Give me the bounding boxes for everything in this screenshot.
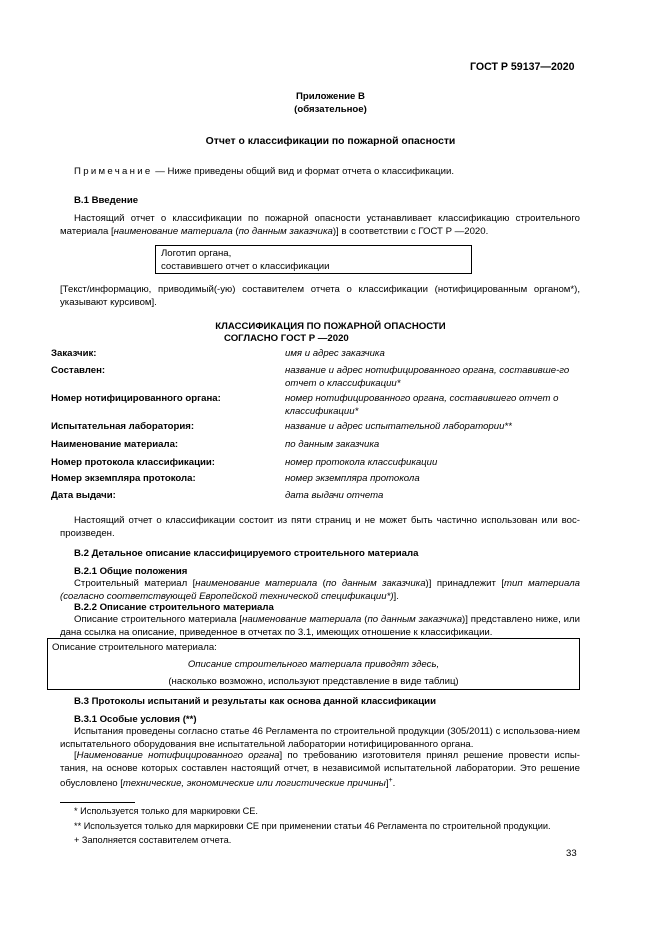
appendix-subtitle: (обязательное) xyxy=(294,104,367,115)
section-b1-note-paragraph: [Текст/информацию, приводимый(-ую) составителем отчета о классификации (нотифицированным органом*), указывают курсивом]. xyxy=(60,284,580,308)
material-description-line: (насколько возможно, используют представление в виде таблиц) xyxy=(168,676,459,687)
logo-box xyxy=(155,245,472,274)
footnote: * Используется только для маркировки CE. xyxy=(74,806,258,816)
classification-note: Настоящий отчет о классификации состоит из пяти страниц и не может быть частично использован или вос-произведен. xyxy=(60,515,580,539)
logo-box-line: Логотип органа, xyxy=(161,248,232,259)
logo-box-line: составившего отчет о классификации xyxy=(161,260,330,272)
classification-title: КЛАССИФИКАЦИЯ ПО ПОЖАРНОЙ ОПАСНОСТИ xyxy=(215,321,446,332)
section-b31-paragraph: [Наименование нотифицированного органа] по требованию изготовителя принял решение провести испы-тания, на основе которых составлен настоящий отчет, в независимой испытательной лаборатории. Это решение обусловлено [технические, экономические или логистические причины]+. xyxy=(60,750,580,790)
note-label: Примечание xyxy=(74,166,153,177)
material-description-line: Описание строительного материала приводят здесь, xyxy=(187,659,440,670)
note xyxy=(74,166,454,179)
classification-subtitle: СОГЛАСНО ГОСТ Р —2020 xyxy=(224,333,349,344)
section-b22-paragraph: Описание строительного материала [наименование материала (по данным заказчика)] представлено ниже, или дана ссылка на описание, приведенное в отчетах по 3.1, имеющих отношение к классификации. xyxy=(60,614,580,638)
section-b31-heading: В.3.1 Особые условия (**) xyxy=(74,714,197,725)
page-number: 33 xyxy=(566,848,577,859)
footnote-separator xyxy=(60,802,135,803)
section-b1-paragraph: Настоящий отчет о классификации по пожарной опасности устанавливает классификацию строительного материала [наименование материала (по данным заказчика)] в соответствии с ГОСТ Р —2020. xyxy=(60,213,580,237)
section-b22-heading: В.2.2 Описание строительного материала xyxy=(74,602,274,613)
appendix-title: Приложение В xyxy=(296,91,365,102)
document-code: ГОСТ Р 59137—2020 xyxy=(470,61,575,73)
footnote: ** Используется только для маркировки CE при применении статьи 46 Регламента по строительной продукции. xyxy=(74,821,551,831)
material-description-label: Описание строительного материала: xyxy=(52,642,217,653)
report-title: Отчет о классификации по пожарной опасности xyxy=(205,136,456,147)
section-b21-heading: В.2.1 Общие положения xyxy=(74,566,188,577)
section-b31-paragraph: Испытания проведены согласно статье 46 Регламента по строительной продукции (305/2011) с использова-нием испытательного оборудования вне испытательной лаборатории нотифицированного органа. xyxy=(60,726,580,750)
section-b21-paragraph: Строительный материал [наименование материала (по данным заказчика)] принадлежит [тип материала (согласно соответствующей Европейской технической спецификации*)]. xyxy=(60,578,580,602)
note-text: — Ниже приведены общий вид и формат отчета о классификации. xyxy=(152,166,455,177)
section-b2-heading: В.2 Детальное описание классифицируемого строительного материала xyxy=(74,548,419,559)
material-description-box xyxy=(47,638,580,690)
footnote: + Заполняется составителем отчета. xyxy=(74,835,232,845)
section-b3-heading: В.3 Протоколы испытаний и результаты как основа данной классификации xyxy=(74,696,436,707)
section-b1-heading: В.1 Введение xyxy=(74,195,139,206)
